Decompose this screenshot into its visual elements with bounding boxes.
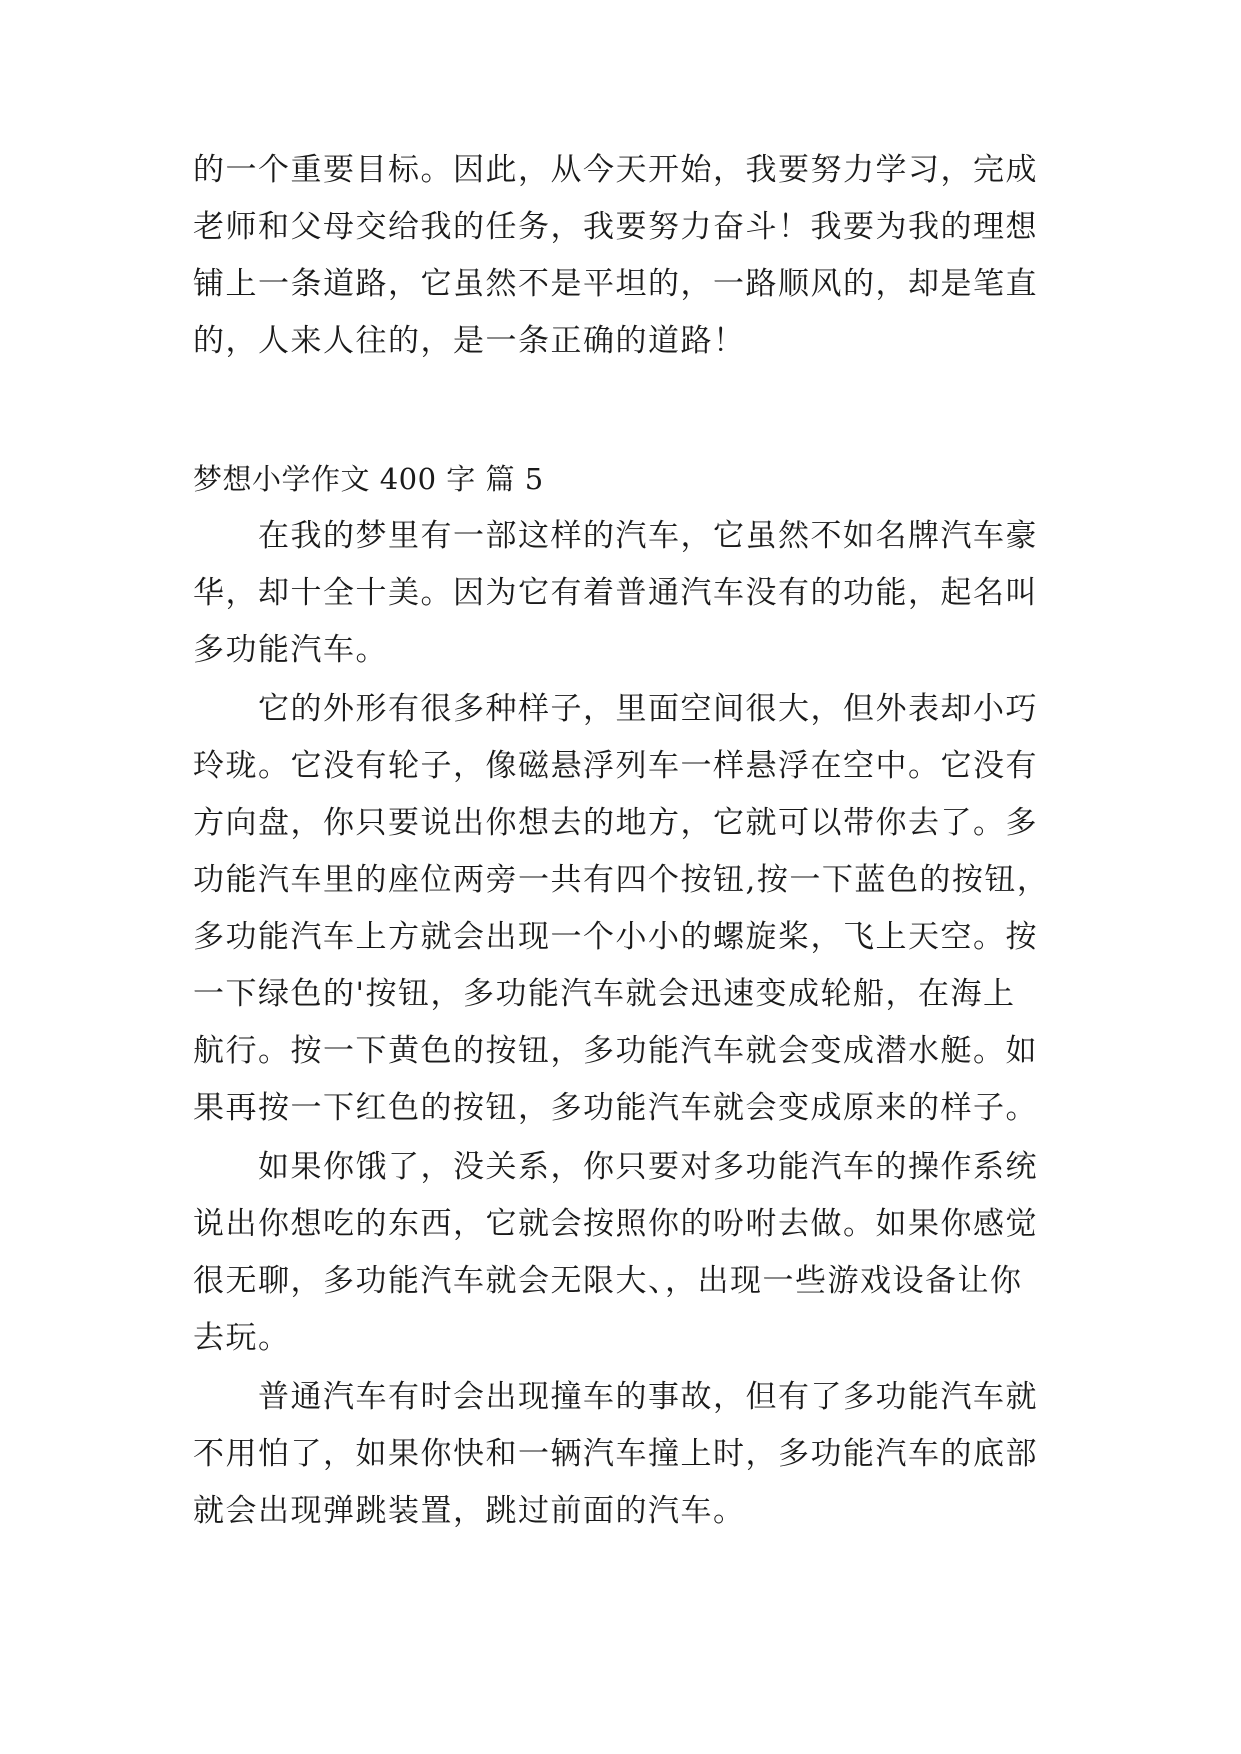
- text-line: 多功能汽车。: [193, 632, 388, 668]
- text-line: 去玩。: [193, 1320, 291, 1356]
- text-line: 老师和父母交给我的任务，我要努力奋斗！我要为我的理想: [193, 209, 1038, 245]
- text-line: 的一个重要目标。因此，从今天开始，我要努力学习，完成: [193, 152, 1038, 188]
- text-line: 铺上一条道路，它虽然不是平坦的，一路顺风的，却是笔直: [193, 266, 1038, 302]
- text-line: 多功能汽车上方就会出现一个小小的螺旋桨，飞上天空。按: [193, 919, 1038, 955]
- text-line: 就会出现弹跳装置，跳过前面的汽车。: [193, 1493, 746, 1529]
- paragraph-first-line: 如果你饿了，没关系，你只要对多功能汽车的操作系统: [258, 1149, 1038, 1185]
- text-line: 功能汽车里的座位两旁一共有四个按钮,按一下蓝色的按钮，: [193, 862, 1050, 898]
- text-line: 华，却十全十美。因为它有着普通汽车没有的功能，起名叫: [193, 575, 1038, 611]
- text-line: 很无聊，多功能汽车就会无限大、，出现一些游戏设备让你: [193, 1263, 1023, 1299]
- text-line: 一下绿色的'按钮，多功能汽车就会迅速变成轮船，在海上: [193, 976, 1016, 1012]
- paragraph-first-line: 在我的梦里有一部这样的汽车，它虽然不如名牌汽车豪: [258, 518, 1038, 554]
- text-line: 不用怕了，如果你快和一辆汽车撞上时，多功能汽车的底部: [193, 1436, 1038, 1472]
- section-heading: 梦想小学作文 400 字 篇 5: [193, 462, 544, 496]
- text-line: 说出你想吃的东西，它就会按照你的吩咐去做。如果你感觉: [193, 1206, 1038, 1242]
- text-line: 果再按一下红色的按钮，多功能汽车就会变成原来的样子。: [193, 1090, 1038, 1126]
- text-line: 的，人来人往的，是一条正确的道路！: [193, 323, 746, 359]
- text-line: 航行。按一下黄色的按钮，多功能汽车就会变成潜水艇。如: [193, 1033, 1038, 1069]
- text-line: 方向盘，你只要说出你想去的地方，它就可以带你去了。多: [193, 805, 1038, 841]
- paragraph-first-line: 普通汽车有时会出现撞车的事故，但有了多功能汽车就: [258, 1379, 1038, 1415]
- text-line: 玲珑。它没有轮子，像磁悬浮列车一样悬浮在空中。它没有: [193, 748, 1038, 784]
- paragraph-first-line: 它的外形有很多种样子，里面空间很大，但外表却小巧: [258, 691, 1038, 727]
